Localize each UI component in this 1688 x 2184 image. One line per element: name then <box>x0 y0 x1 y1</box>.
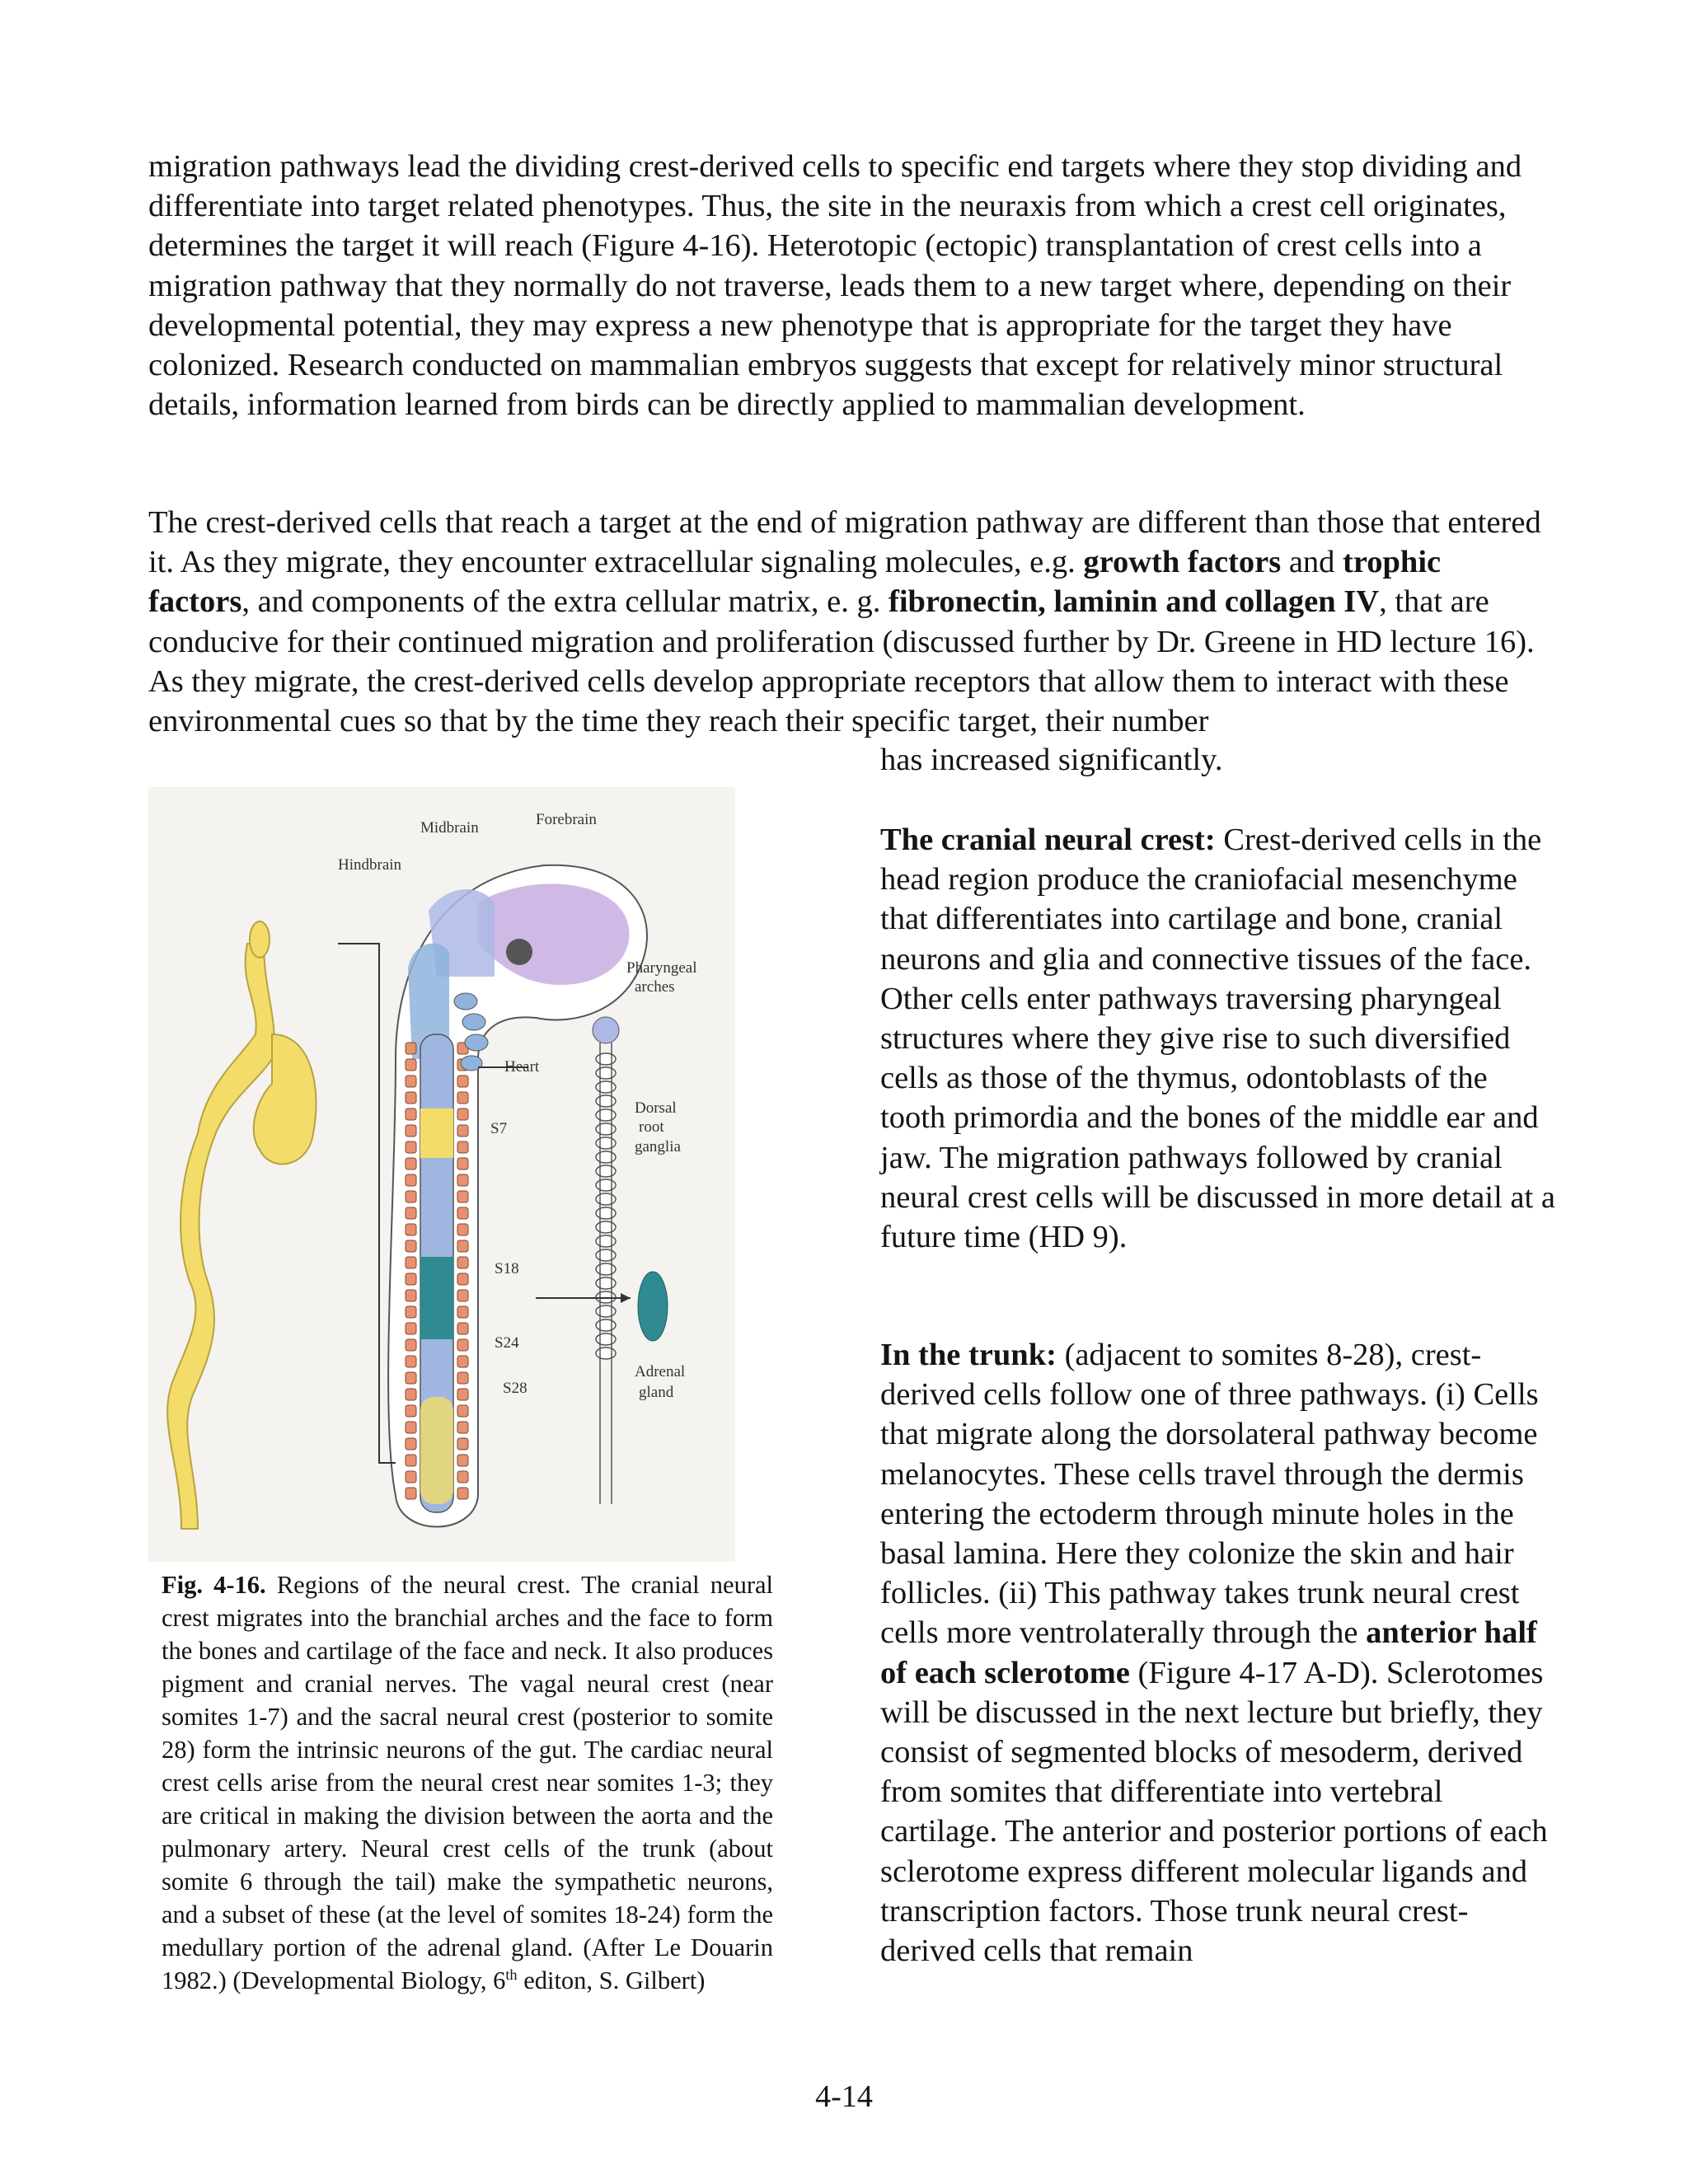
somite <box>406 1141 416 1153</box>
ganglion <box>596 1333 616 1345</box>
somite <box>406 1092 416 1104</box>
neural-crest-diagram <box>148 787 735 1562</box>
somite <box>406 1488 416 1499</box>
caption-superscript: th <box>505 1966 518 1983</box>
ganglion <box>596 1249 616 1261</box>
caption-label: Fig. 4-16. <box>162 1571 266 1599</box>
trunk-section <box>880 1335 1556 1971</box>
ganglion <box>596 1305 616 1317</box>
somite <box>406 1207 416 1219</box>
trunk-heading: In the trunk: <box>880 1338 1057 1372</box>
trunk-text-2: (Figure 4-17 A-D). Sclerotomes will be discussed in the next lecture but briefly, they consist of segmented blocks of mesoderm, derived from somites that differentiate into vertebral cartilage. The anterior and posterior portions of each sclerotome express different molecular ligands and transcription factors. Those trunk neural crest-derived cells that remain <box>880 1655 1548 1969</box>
somite <box>406 1224 416 1235</box>
somite <box>457 1158 468 1169</box>
somite <box>457 1306 468 1318</box>
ganglion <box>596 1263 616 1275</box>
label-pharyngeal-1: Pharyngeal <box>626 959 697 977</box>
ganglion <box>596 1347 616 1359</box>
cranial-text: Crest-derived cells in the head region produce the craniofacial mesenchyme that differentiates into cartilage and bone, cranial neurons and glia and connective tissues of the face. Other cells enter pathways traversing pharyngeal structures where they give rise to such diversified cells as those of the thymus, odontoblasts of the tooth primordia and the bones of the middle ear and jaw. The migration pathways followed by cranial neural crest cells will be discussed in more detail at a future time (HD 9). <box>880 823 1555 1255</box>
neural-crest-figure <box>148 787 735 1562</box>
somite <box>406 1059 416 1071</box>
eye <box>506 939 532 965</box>
somite <box>406 1174 416 1186</box>
label-s7: S7 <box>490 1120 508 1137</box>
text-span: and <box>1281 545 1343 580</box>
adrenal-crest-region <box>420 1257 453 1339</box>
somite <box>406 1306 416 1318</box>
body-paragraph-migration: migration pathways lead the dividing crest-derived cells to specific end targets where they stop dividing and differentiate into target related phenotypes. Thus, the site in the neuraxis from which a crest cell originates, determines the target it will reach (Figure 4-16). Heterotopic (ectopic) transplantation of crest cells into a migration pathway that they normally do not traverse, leads them to a new target where, depending on their developmental potential, they may express a new phenotype that is appropriate for the target they have colonized. Research conducted on mammalian embryos suggests that except for relatively minor structural details, information learned from birds can be directly applied to mammalian development. <box>148 149 1522 423</box>
label-dorsal-1: Dorsal <box>635 1099 677 1117</box>
ganglion <box>596 1123 616 1135</box>
ganglion <box>596 1165 616 1177</box>
ganglion <box>596 1067 616 1079</box>
somite <box>406 1372 416 1384</box>
somite <box>406 1257 416 1268</box>
trunk-text-1: (adjacent to somites 8-28), crest-derived cells follow one of three pathways. (i) Cells that migrate along the dorsolateral pathway become melanocytes. These cells travel through the dermis entering the ectoderm through minute holes in the basal lamina. Here they colonize the skin and hair follicles. (ii) This pathway takes trunk neural crest cells more ventrolaterally through the <box>880 1338 1539 1651</box>
ganglion <box>596 1235 616 1247</box>
somite <box>406 1108 416 1120</box>
label-s18: S18 <box>495 1260 519 1277</box>
label-s28: S28 <box>503 1380 528 1397</box>
ganglion <box>596 1193 616 1205</box>
ganglion <box>596 1179 616 1191</box>
label-hindbrain: Hindbrain <box>338 856 402 874</box>
gut-tube-shape <box>167 944 274 1529</box>
caption-end: editon, S. Gilbert) <box>517 1966 706 1994</box>
somite <box>457 1455 468 1466</box>
cardiac-crest-region <box>420 1108 453 1158</box>
somite <box>457 1125 468 1137</box>
page-number: 4-14 <box>815 2079 873 2114</box>
somite <box>457 1108 468 1120</box>
somite <box>457 1471 468 1483</box>
adrenal-gland <box>638 1272 668 1341</box>
somite <box>406 1158 416 1169</box>
ganglion <box>596 1277 616 1289</box>
somite <box>406 1339 416 1351</box>
bold-term-ecm: fibronectin, laminin and collagen IV <box>889 584 1380 620</box>
somite <box>457 1076 468 1087</box>
bold-term-sclerotome: anterior half of each sclerotome <box>880 1615 1537 1690</box>
ganglion <box>596 1081 616 1093</box>
bold-term-growth-factors: growth factors <box>1083 545 1282 580</box>
somite <box>406 1290 416 1301</box>
somite <box>457 1240 468 1252</box>
somite <box>457 1372 468 1384</box>
figure-caption <box>162 1568 773 1997</box>
ganglion <box>596 1109 616 1121</box>
somite <box>406 1422 416 1433</box>
paragraph-continuation: has increased significantly. <box>880 743 1223 777</box>
vagal-arrow <box>338 944 379 1100</box>
label-dorsal-3: ganglia <box>635 1138 681 1155</box>
somite <box>457 1356 468 1367</box>
arrowhead <box>621 1293 631 1303</box>
somite <box>457 1273 468 1285</box>
somite <box>406 1356 416 1367</box>
text-span: , and components of the extra cellular matrix, e. g. <box>241 584 889 620</box>
somite <box>457 1323 468 1334</box>
cranial-section <box>880 820 1556 1257</box>
somite <box>406 1125 416 1137</box>
somite <box>406 1323 416 1334</box>
somite <box>406 1043 416 1054</box>
cranial-heading: The cranial neural crest: <box>880 823 1216 857</box>
somite <box>457 1092 468 1104</box>
somite <box>457 1257 468 1268</box>
ganglion <box>596 1207 616 1219</box>
caption-text: Regions of the neural crest. The cranial neural crest migrates into the branchial arches and the face to form the bones and cartilage of the face and neck. It also produces pigment and cranial nerves. The vagal neural crest (near somites 1-7) and the sacral neural crest (posterior to somite 28) form the intrinsic neurons of the gut. The cardiac neural crest cells arise from the neural crest near somites 1-3; they are critical in making the division between the aorta and the pulmonary artery. Neural crest cells of the trunk (about somite 6 through the tail) make the sympathetic neurons, and a subset of these (at the level of somites 18-24) form the medullary portion of the adrenal gland. (After Le Douarin 1982.) (Developmental Biology, 6 <box>162 1571 773 1994</box>
ganglion <box>596 1137 616 1149</box>
somite <box>457 1290 468 1301</box>
sacral-crest-region <box>420 1397 453 1504</box>
somite <box>406 1471 416 1483</box>
ganglion <box>596 1095 616 1107</box>
somite <box>406 1455 416 1466</box>
somite <box>406 1240 416 1252</box>
label-midbrain: Midbrain <box>420 819 479 837</box>
gut-top <box>250 921 270 958</box>
somite <box>457 1438 468 1450</box>
somite <box>406 1389 416 1400</box>
somite <box>406 1438 416 1450</box>
label-adrenal-2: gland <box>639 1384 674 1401</box>
label-pharyngeal-2: arches <box>635 978 675 996</box>
somite <box>457 1224 468 1235</box>
somite <box>457 1191 468 1202</box>
somite <box>406 1076 416 1087</box>
body-paragraph-crest-derived <box>148 503 1550 741</box>
label-dorsal-2: root <box>639 1118 664 1136</box>
label-adrenal-1: Adrenal <box>635 1363 686 1380</box>
text-span: , that are conducive for their continued migration and proliferation (discussed further by Dr. Greene in HD lecture 16). As they migrate, the crest-derived cells develop appropriate receptors that allow them to interact with these environmental cues so that by the time they reach their specific target, their number <box>148 584 1535 739</box>
ganglion <box>596 1053 616 1065</box>
somite <box>457 1488 468 1499</box>
bold-term-trophic-factors: trophic factors <box>148 545 1442 620</box>
somite <box>457 1389 468 1400</box>
somite <box>406 1191 416 1202</box>
label-s24: S24 <box>495 1334 519 1352</box>
somite <box>406 1405 416 1417</box>
dorsal-root-ganglia-chain <box>596 1053 616 1359</box>
somite <box>457 1339 468 1351</box>
somite <box>457 1174 468 1186</box>
ganglion <box>596 1319 616 1331</box>
ganglion <box>596 1151 616 1163</box>
somite <box>457 1207 468 1219</box>
text-span: The crest-derived cells that reach a target at the end of migration pathway are different than those that entered it. As they migrate, they encounter extracellular signaling molecules, e.g. <box>148 505 1541 580</box>
somite <box>457 1405 468 1417</box>
ganglion-head <box>593 1017 619 1043</box>
label-heart: Heart <box>504 1058 540 1076</box>
somite <box>457 1422 468 1433</box>
ganglion <box>596 1221 616 1233</box>
label-forebrain: Forebrain <box>536 811 597 828</box>
somite <box>457 1141 468 1153</box>
somite <box>406 1273 416 1285</box>
